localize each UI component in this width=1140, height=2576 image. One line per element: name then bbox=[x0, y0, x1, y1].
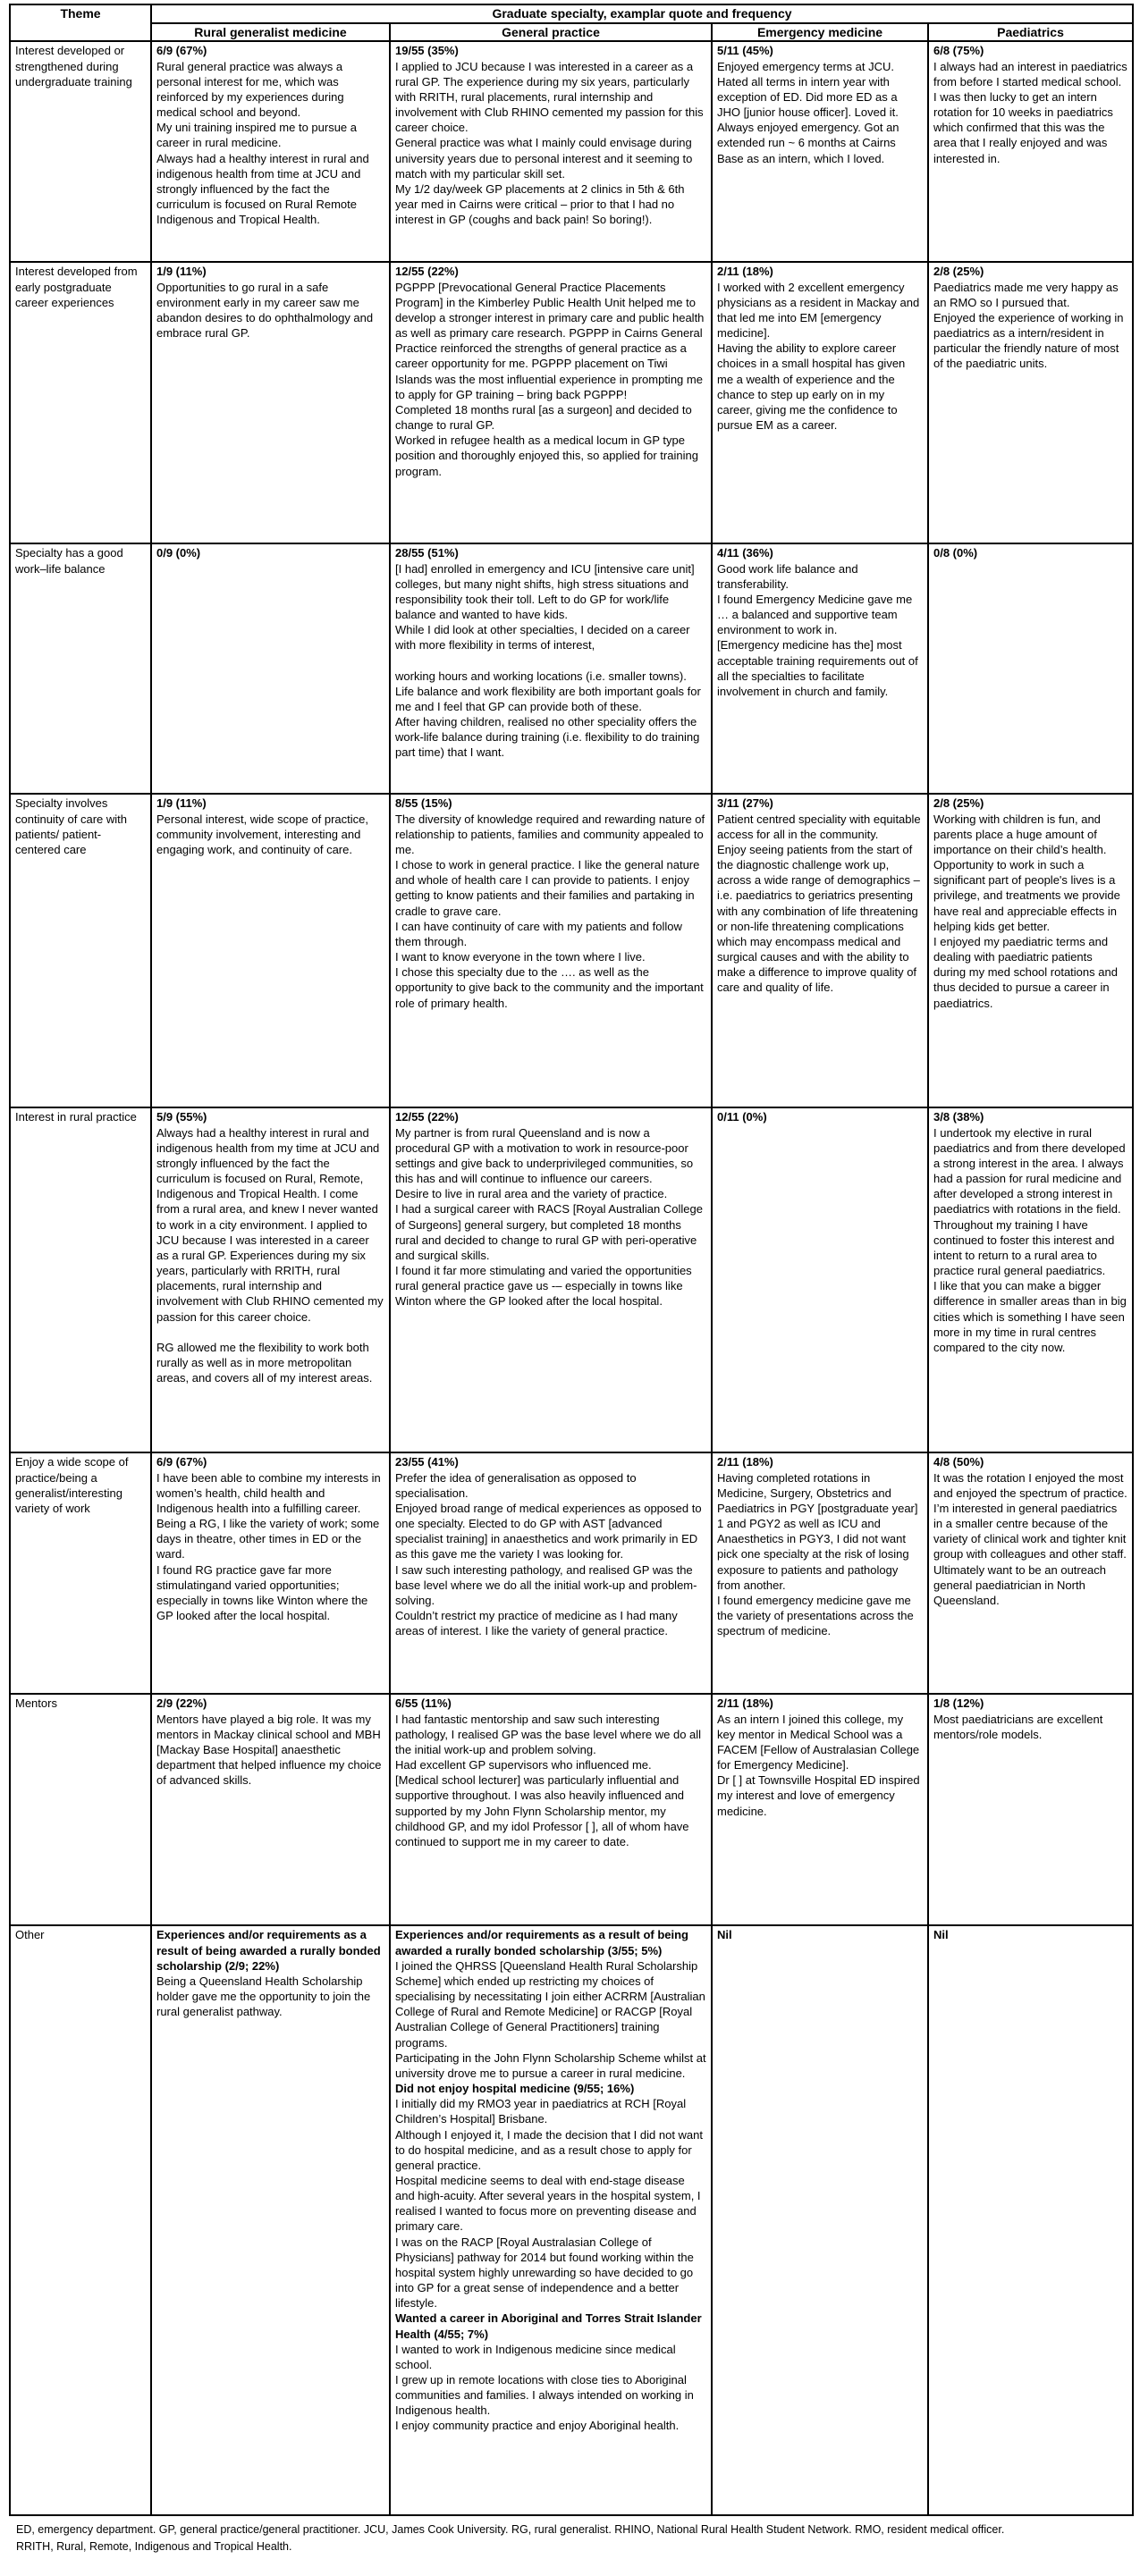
quote-text: Although I enjoyed it, I made the decision that I did not want to do hospital medicine, and as a result chose to apply for general practice. bbox=[395, 2127, 703, 2172]
table-row bbox=[10, 1107, 1133, 1452]
quote-text: I grew up in remote locations with close ties to Aboriginal communities and families. I always intended on working in Indigenous health. bbox=[395, 2373, 694, 2418]
frequency-label: 19/55 (35%) bbox=[395, 44, 459, 58]
quote-text: Having completed rotations in Medicine, Surgery, Obstetrics and Paediatrics in PGY [postgraduate year] 1 and PGY2 as well as ICU and Anaesthetics in PGY3, I did not want pick one specialty at the risk of losing exposure to patients and pathology from another. bbox=[717, 1470, 918, 1592]
footnote-line: RRITH, Rural, Remote, Indigenous and Tropical Health. bbox=[16, 2539, 292, 2553]
frequency-label: 2/11 (18%) bbox=[717, 265, 773, 279]
quote-text: I like that you can make a bigger difference in smaller areas than in big cities which is something I have seen more in my time in rural centres compared to the city now. bbox=[933, 1279, 1127, 1354]
quote-text: PGPPP [Prevocational General Practice Placements Program] in the Kimberley Public Health Unit helped me to develop a stronger interest in primary care and public health as well as primary care research. PGPPP in Cairns General Practice reinforced the strengths of general practice as a career opportunity for me. PGPPP placement on Tiwi Islands was the most influential experience in prompting me to apply for GP training – bring back PGPPP! bbox=[395, 280, 705, 401]
quote-text: Good work life balance and transferability. bbox=[717, 561, 858, 591]
quote-cell bbox=[151, 1107, 390, 1452]
quote-text: Paediatrics made me very happy as an RMO so I pursued that. bbox=[933, 280, 1119, 309]
quote-text: Enjoyed broad range of medical experiences as opposed to one specialty. Elected to do GP with AST [advanced specialist training] in anaesthetics and work primarily in ED as this gave me the variety I was looking for. bbox=[395, 1501, 702, 1562]
frequency-label: 4/11 (36%) bbox=[717, 546, 773, 560]
quote-text: Always had a healthy interest in rural and indigenous health from time at JCU and strongly influenced by the fact the curriculum is focused on Rural Remote Indigenous and Tropical Health. bbox=[156, 151, 369, 227]
frequency-label: 3/11 (27%) bbox=[717, 796, 773, 811]
quote-cell bbox=[712, 262, 928, 543]
quote-text: [I had] enrolled in emergency and ICU [intensive care unit] colleges, but many night shifts, high stress situations and responsibility took their toll. Left to do GP for work/life balance and wanted to have kids. bbox=[395, 561, 695, 622]
quote-cell bbox=[928, 543, 1133, 794]
quote-text: Opportunity to work in such a significant part of people's lives is a privilege, and treatments we provide have real and appreciable effects in helping kids get better. bbox=[933, 858, 1120, 933]
frequency-label: 28/55 (51%) bbox=[395, 546, 459, 560]
table-row bbox=[10, 262, 1133, 543]
quote-text: I want to know everyone in the town where I live. bbox=[395, 950, 646, 964]
frequency-label: 0/8 (0%) bbox=[933, 546, 978, 560]
quote-cell bbox=[390, 1925, 712, 2515]
quote-text: Personal interest, wide scope of practice, community involvement, interesting and engaging work, and continuity of care. bbox=[156, 812, 369, 856]
quote-text: Prefer the idea of generalisation as opposed to specialisation. bbox=[395, 1470, 637, 1500]
frequency-label: 4/8 (50%) bbox=[933, 1455, 984, 1469]
quote-text: As an intern I joined this college, my key mentor in Medical School was a FACEM [Fellow of Australasian College for Emergency Medicine]. bbox=[717, 1712, 920, 1772]
quote-cell bbox=[928, 1452, 1133, 1694]
nil-label: Nil bbox=[717, 1928, 732, 1942]
frequency-label: 1/9 (11%) bbox=[156, 265, 207, 279]
quote-cell bbox=[151, 543, 390, 794]
quote-text: I was on the RACP [Royal Australasian College of Physicians] pathway for 2014 but found working within the hospital system highly unrewarding so have decided to go into GP for a great sense of independence and a better lifestyle. bbox=[395, 2235, 694, 2311]
quote-text: I undertook my elective in rural paediatrics and from there developed a strong interest in the area. I always had a passion for rural medicine and after developed a strong interest in paediatrics with rotations in the field. Throughout my training I have continued to foster this interest and intent to return to a rural area to practice rural general paediatrics. bbox=[933, 1125, 1126, 1278]
theme-cell: Interest developed or strengthened during undergraduate training bbox=[10, 41, 151, 262]
frequency-label: 2/9 (22%) bbox=[156, 1696, 207, 1711]
frequency-label: 23/55 (41%) bbox=[395, 1455, 459, 1469]
quote-cell bbox=[712, 41, 928, 262]
column-header-theme: Theme bbox=[10, 4, 151, 41]
quote-cell bbox=[712, 1925, 928, 2515]
quote-text: I always had an interest in paediatrics from before I started medical school. I was then lucky to get an intern rotation for 10 weeks in paediatrics which confirmed that this was the area that I really enjoyed and was interested in. bbox=[933, 59, 1127, 165]
quote-text: I found Emergency Medicine gave me … a balanced and supportive team environment to work in. bbox=[717, 592, 913, 637]
quote-text: Enjoy seeing patients from the start of the diagnostic challenge work up, across a wide range of demographics – i.e. paediatrics to geriatrics presenting with any combination of life threatening or non-life threatening complications which may encompass medical and surgical causes and with the ability to make a difference to improve quality of care and quality of life. bbox=[717, 842, 920, 995]
quote-text: Working with children is fun, and parents place a huge amount of importance on their child’s health. bbox=[933, 812, 1107, 856]
quote-text: I have been able to combine my interests in women’s health, child health and Indigenous health into a fulfilling career. bbox=[156, 1470, 381, 1515]
frequency-label: 8/55 (15%) bbox=[395, 796, 452, 811]
column-header-rural-generalist: Rural generalist medicine bbox=[151, 23, 390, 41]
quote-text: Couldn’t restrict my practice of medicine as I had many areas of interest. I like the variety of general practice. bbox=[395, 1609, 678, 1638]
subtheme-heading: Experiences and/or requirements as a result of being awarded a rurally bonded scholarship (2/9; 22%) bbox=[156, 1928, 381, 1973]
table-row bbox=[10, 1694, 1133, 1925]
quote-text: Worked in refugee health as a medical locum in GP type position and thoroughly enjoyed this, so applied for training program. bbox=[395, 434, 698, 478]
quote-cell bbox=[928, 262, 1133, 543]
quote-cell bbox=[928, 1694, 1133, 1925]
quote-text: It was the rotation I enjoyed the most and enjoyed the spectrum of practice. bbox=[933, 1470, 1127, 1500]
theme-cell: Specialty involves continuity of care with patients/ patient-centered care bbox=[10, 794, 151, 1107]
quote-text: Enjoyed emergency terms at JCU. Hated all terms in intern year with exception of ED. Did more ED as a JHO [junior house officer]. Loved it. bbox=[717, 59, 899, 120]
quote-text: [Emergency medicine has the] most acceptable training requirements out of all the specialties to facilitate involvement in church and family. bbox=[717, 638, 918, 698]
quote-text: I found RG practice gave far more stimulatingand varied opportunities; especially in towns like Winton where the GP looked after the local hospital. bbox=[156, 1562, 368, 1623]
quote-text: I found it far more stimulating and varied the opportunities rural general practice gave us -– especially in towns like Winton where the GP looked after the local hospital. bbox=[395, 1264, 692, 1309]
table-header bbox=[10, 4, 1133, 41]
quote-text: Ultimately want to be an outreach general paediatrician in North Queensland. bbox=[933, 1562, 1106, 1607]
frequency-label: 2/8 (25%) bbox=[933, 265, 984, 279]
quote-text: The diversity of knowledge required and rewarding nature of relationship to patients, families and community appealed to me. bbox=[395, 812, 705, 856]
quote-cell bbox=[151, 794, 390, 1107]
quote-text: Life balance and work flexibility are both important goals for me and I feel that GP can provide both of these. bbox=[395, 684, 701, 713]
quote-cell bbox=[712, 543, 928, 794]
theme-cell: Interest in rural practice bbox=[10, 1107, 151, 1452]
quote-cell bbox=[151, 41, 390, 262]
table-row bbox=[10, 543, 1133, 794]
theme-cell: Other bbox=[10, 1925, 151, 2515]
quote-cell bbox=[712, 1107, 928, 1452]
quote-text: I joined the QHRSS [Queensland Health Rural Scholarship Scheme] which ended up restricting my choices of specialising by necessitating I join either ACRRM [Australian College of Rural and Remote Medicine] or RACGP [Royal Australian College of General Practitioners] training programs. bbox=[395, 1958, 705, 2050]
quote-cell bbox=[390, 543, 712, 794]
quote-cell bbox=[928, 41, 1133, 262]
header-row-specialties bbox=[10, 23, 1133, 41]
quote-text bbox=[395, 653, 706, 669]
quote-text: Being a Queensland Health Scholarship holder gave me the opportunity to join the rural generalist pathway. bbox=[156, 1974, 371, 2019]
quote-text: Always enjoyed emergency. Got an extended run ~ 6 months at Cairns Base as an intern, which I loved. bbox=[717, 121, 899, 165]
quote-cell bbox=[151, 1925, 390, 2515]
frequency-label: 6/9 (67%) bbox=[156, 1455, 207, 1469]
quote-text: I had a surgical career with RACS [Royal Australian College of Surgeons] general surgery, but completed 18 months rural and decided to change to rural GP with peri-operative and surgical skills. bbox=[395, 1202, 703, 1262]
quote-cell bbox=[390, 262, 712, 543]
quote-text: My uni training inspired me to pursue a career in rural medicine. bbox=[156, 121, 358, 150]
results-table bbox=[9, 4, 1134, 2516]
quote-text: My partner is from rural Queensland and is now a procedural GP with a motivation to work in resource-poor settings and give back to underprivileged communities, so this has and will continue to influence our careers. bbox=[395, 1125, 694, 1186]
quote-text: I wanted to work in Indigenous medicine since medical school. bbox=[395, 2342, 676, 2371]
table-body bbox=[10, 41, 1133, 2515]
frequency-label: 2/8 (25%) bbox=[933, 796, 984, 811]
quote-text: I enjoyed my paediatric terms and dealing with paediatric patients during my med school rotations and thus decided to pursue a career in paediatrics. bbox=[933, 934, 1118, 1010]
header-row-group bbox=[10, 4, 1133, 23]
quote-cell bbox=[390, 1452, 712, 1694]
frequency-label: 3/8 (38%) bbox=[933, 1110, 984, 1124]
quote-text: Completed 18 months rural [as a surgeon] and decided to change to rural GP. bbox=[395, 402, 692, 433]
quote-text: I found emergency medicine gave me the variety of presentations across the spectrum of medicine. bbox=[717, 1593, 914, 1638]
subtheme-heading: Wanted a career in Aboriginal and Torres Strait Islander Health (4/55; 7%) bbox=[395, 2311, 702, 2341]
abbreviations-footnote bbox=[16, 2521, 1133, 2554]
quote-text: Always had a healthy interest in rural and indigenous health from my time at JCU and strongly influenced by the fact the curriculum is focused on Rural, Remote, Indigenous and Tropical Health. I come from a rural area, and knew I never wanted to work in a city environment. I applied to JCU because I was interested in a career as a rural GP. Experiences during my six years, particularly with RRITH, rural placements, rural internship and involvement with Club RHINO cemented my passion for this career choice. bbox=[156, 1125, 384, 1324]
quote-text: I chose to work in general practice. I like the general nature and whole of health care I can provide to patients. I enjoy getting to know patients and their families and partaking in cradle to grave care. bbox=[395, 858, 700, 918]
frequency-label: 0/9 (0%) bbox=[156, 546, 201, 560]
quote-cell bbox=[390, 794, 712, 1107]
quote-cell bbox=[390, 41, 712, 262]
subtheme-heading: Did not enjoy hospital medicine (9/55; 16%) bbox=[395, 2082, 635, 2096]
quote-text: Participating in the John Flynn Scholarship Scheme whilst at university drove me to pursue a career in rural medicine. bbox=[395, 2050, 706, 2080]
frequency-label: 2/11 (18%) bbox=[717, 1455, 773, 1469]
quote-cell bbox=[712, 794, 928, 1107]
quote-cell bbox=[928, 1107, 1133, 1452]
quote-text: Opportunities to go rural in a safe environment early in my career saw me abandon desires to do ophthalmology and embrace rural GP. bbox=[156, 280, 374, 341]
quote-text: Hospital medicine seems to deal with end-stage disease and high-acuity. After several years in the hospital system, I realised I wanted to focus more on preventing disease and primary care. bbox=[395, 2173, 701, 2234]
frequency-label: 2/11 (18%) bbox=[717, 1696, 773, 1711]
frequency-label: 1/8 (12%) bbox=[933, 1696, 984, 1711]
theme-cell: Enjoy a wide scope of practice/being a generalist/interesting variety of work bbox=[10, 1452, 151, 1694]
subtheme-heading: Experiences and/or requirements as a result of being awarded a rurally bonded scholarship (3/55; 5%) bbox=[395, 1928, 688, 1957]
quote-text: Had excellent GP supervisors who influenced me. bbox=[395, 1758, 652, 1772]
quote-text bbox=[156, 1325, 384, 1340]
quote-text: I chose this specialty due to the …. as well as the opportunity to give back to the community and the important role of primary health. bbox=[395, 965, 704, 1010]
quote-cell bbox=[928, 794, 1133, 1107]
frequency-label: 1/9 (11%) bbox=[156, 796, 207, 811]
quote-text: I worked with 2 excellent emergency physicians as a resident in Mackay and that led me into EM [emergency medicine]. bbox=[717, 280, 920, 341]
column-header-general-practice: General practice bbox=[390, 23, 712, 41]
column-header-paediatrics: Paediatrics bbox=[928, 23, 1133, 41]
frequency-label: 5/9 (55%) bbox=[156, 1110, 207, 1124]
quote-text: My 1/2 day/week GP placements at 2 clinics in 5th & 6th year med in Cairns were critical – prior to that I had no interest in GP (coughs and back pain! So boring!). bbox=[395, 181, 685, 227]
quote-text: Enjoyed the experience of working in paediatrics as a intern/resident in particular the friendly nature of most of the paediatric units. bbox=[933, 310, 1124, 371]
quote-text: Desire to live in rural area and the variety of practice. bbox=[395, 1187, 668, 1201]
frequency-label: 6/55 (11%) bbox=[395, 1696, 452, 1711]
quote-text: General practice was what I mainly could envisage during university years due to personal interest and it seeming to match with my particular skill set. bbox=[395, 136, 693, 181]
quote-text: Being a RG, I like the variety of work; some days in theatre, other times in ED or the ward. bbox=[156, 1517, 380, 1562]
quote-text: Dr [ ] at Townsville Hospital ED inspired my interest and love of emergency medicine. bbox=[717, 1773, 920, 1818]
quote-cell bbox=[151, 262, 390, 543]
quote-text: I initially did my RMO3 year in paediatrics at RCH [Royal Children’s Hospital] Brisbane. bbox=[395, 2097, 687, 2126]
theme-cell: Interest developed from early postgraduate career experiences bbox=[10, 262, 151, 543]
frequency-label: 0/11 (0%) bbox=[717, 1110, 767, 1124]
quote-text: working hours and working locations (i.e. smaller towns). bbox=[395, 669, 687, 683]
nil-label: Nil bbox=[933, 1928, 949, 1942]
quote-cell bbox=[712, 1694, 928, 1925]
quote-cell bbox=[390, 1694, 712, 1925]
column-group-header: Graduate specialty, examplar quote and frequency bbox=[151, 4, 1133, 23]
table-row bbox=[10, 1452, 1133, 1694]
quote-text: I can have continuity of care with my patients and follow them through. bbox=[395, 919, 682, 948]
quote-cell bbox=[151, 1694, 390, 1925]
quote-text: Having the ability to explore career choices in a small hospital has given me a wealth of experience and the chance to step up early on in my career, giving me the confidence to pursue EM as a career. bbox=[717, 341, 906, 433]
quote-text: I applied to JCU because I was interested in a career as a rural GP. The experience during my six years, particularly with RRITH, rural placements, rural internship and involvement with Club RHINO cemented my passion for this career choice. bbox=[395, 59, 704, 135]
table-row bbox=[10, 794, 1133, 1107]
table-row bbox=[10, 41, 1133, 262]
column-header-emergency-medicine: Emergency medicine bbox=[712, 23, 928, 41]
theme-cell: Mentors bbox=[10, 1694, 151, 1925]
table-row bbox=[10, 1925, 1133, 2515]
quote-cell bbox=[390, 1107, 712, 1452]
quote-text: I’m interested in general paediatrics in a smaller centre because of the variety of clinical work and tighter knit group with colleagues and other staff. bbox=[933, 1501, 1127, 1562]
quote-text: Patient centred speciality with equitable access for all in the community. bbox=[717, 812, 921, 841]
footnote-line: ED, emergency department. GP, general practice/general practitioner. JCU, James Cook University. RG, rural generalist. RHINO, National Rural Health Student Network. RMO, resident medical officer. bbox=[16, 2523, 1005, 2537]
quote-text: While I did look at other specialties, I decided on a career with more flexibility in terms of interest, bbox=[395, 623, 690, 652]
frequency-label: 6/9 (67%) bbox=[156, 44, 207, 58]
frequency-label: 12/55 (22%) bbox=[395, 265, 459, 279]
quote-text: RG allowed me the flexibility to work both rurally as well as in more metropolitan areas, and covers all of my interest areas. bbox=[156, 1340, 373, 1385]
quote-text: I enjoy community practice and enjoy Aboriginal health. bbox=[395, 2419, 680, 2433]
frequency-label: 6/8 (75%) bbox=[933, 44, 984, 58]
quote-cell bbox=[712, 1452, 928, 1694]
quote-cell bbox=[151, 1452, 390, 1694]
quote-text: After having children, realised no other speciality offers the work-life balance during training (i.e. flexibility to do training part time) that I want. bbox=[395, 715, 700, 760]
theme-cell: Specialty has a good work–life balance bbox=[10, 543, 151, 794]
quote-text: I saw such interesting pathology, and realised GP was the base level where we do all the initial work-up and problem-solving. bbox=[395, 1562, 697, 1607]
quote-text: Rural general practice was always a personal interest for me, which was reinforced by my experiences during medical school and beyond. bbox=[156, 59, 344, 120]
frequency-label: 5/11 (45%) bbox=[717, 44, 773, 58]
quote-text: Most paediatricians are excellent mentors/role models. bbox=[933, 1712, 1103, 1741]
quote-text: [Medical school lecturer] was particularly influential and supportive throughout. I was also heavily influenced and supported by my John Flynn Scholarship mentor, my childhood GP, and my idol Professor [ ], all of whom have continued to support me in my career to date. bbox=[395, 1773, 689, 1848]
frequency-label: 12/55 (22%) bbox=[395, 1110, 459, 1124]
quote-text: I had fantastic mentorship and saw such interesting pathology, I realised GP was the base level where we do all the initial work-up and problem solving. bbox=[395, 1712, 702, 1756]
quote-text: Mentors have played a big role. It was my mentors in Mackay clinical school and MBH [Mackay Base Hospital] anaesthetic department that helped influence my choice of advanced skills. bbox=[156, 1712, 382, 1788]
quote-cell bbox=[928, 1925, 1133, 2515]
